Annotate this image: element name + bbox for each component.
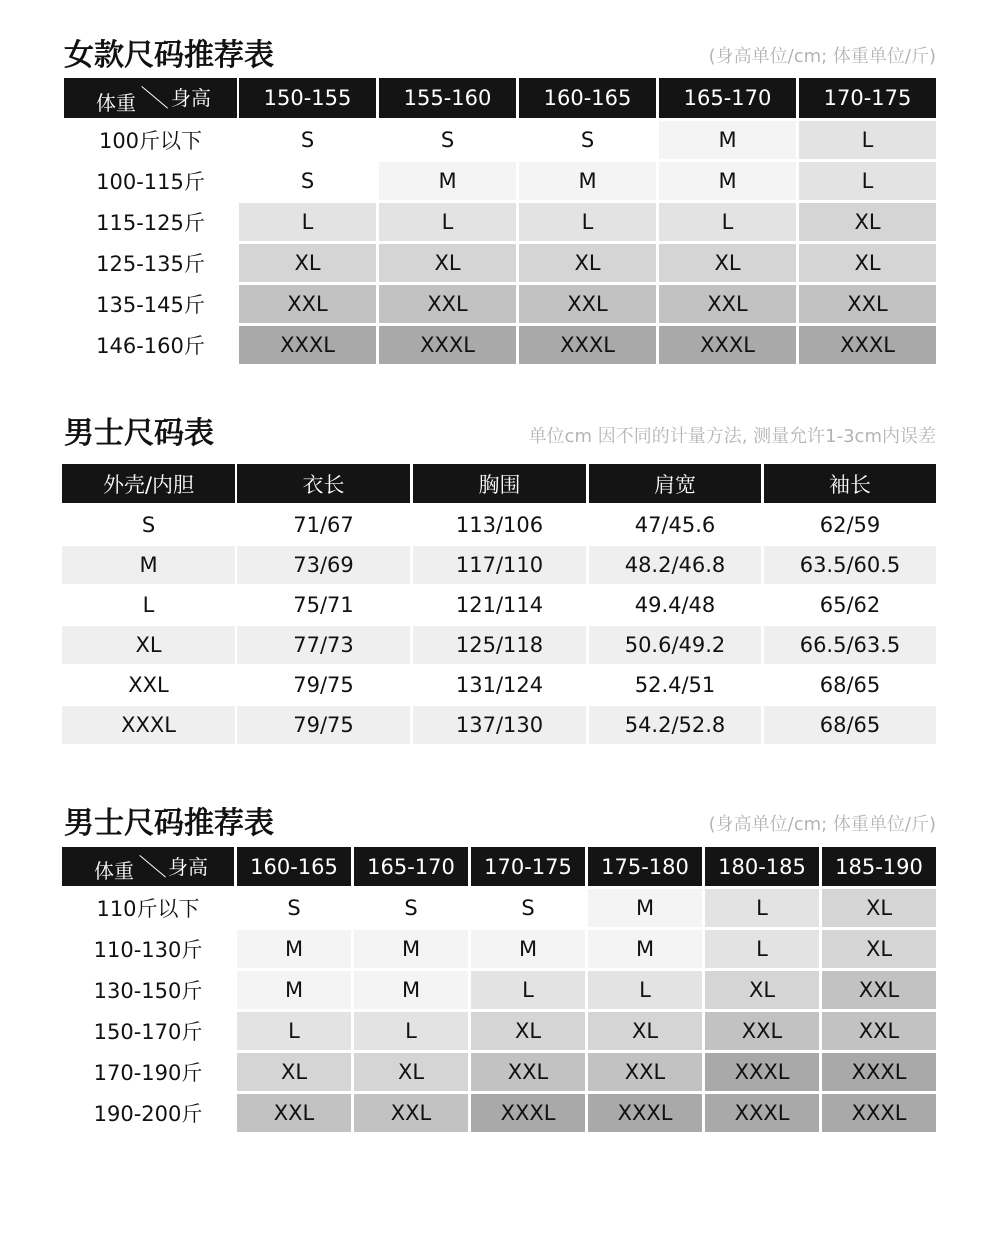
weight-row-label: 135-145斤 [96, 293, 205, 317]
measure-size-label: S [62, 506, 235, 544]
size-cell: S [519, 121, 656, 159]
size-cell: L [379, 203, 516, 241]
women-table-note: (身高单位/cm; 体重单位/斤) [708, 46, 936, 67]
measure-value-cell: 137/130 [413, 706, 586, 744]
measure-value-cell: 49.4/48 [589, 586, 761, 624]
size-cell: XXXL [379, 326, 516, 364]
measure-size-label: XL [62, 626, 235, 664]
measure-value-cell: 63.5/60.5 [764, 546, 936, 584]
measure-value-cell: 73/69 [237, 546, 410, 584]
height-header: 175-180 [588, 847, 702, 886]
size-cell: S [239, 162, 376, 200]
size-cell: XXXL [822, 1053, 936, 1091]
measure-column-header: 外壳/内胆 [62, 464, 235, 503]
measure-value-cell: 65/62 [764, 586, 936, 624]
size-cell: XL [659, 244, 796, 282]
corner-header [64, 78, 237, 118]
size-cell: XXL [822, 971, 936, 1009]
size-cell: XL [239, 244, 376, 282]
size-cell: XXXL [705, 1053, 819, 1091]
size-cell: XXL [822, 1012, 936, 1050]
height-header: 150-155 [239, 78, 376, 118]
height-header: 160-165 [237, 847, 351, 886]
size-cell: M [588, 930, 702, 968]
size-cell: XXXL [705, 1094, 819, 1132]
corner-weight-label: 体重 [94, 859, 134, 883]
size-cell: L [471, 971, 585, 1009]
size-cell: XL [519, 244, 656, 282]
size-cell: XXXL [822, 1094, 936, 1132]
height-header: 180-185 [705, 847, 819, 886]
size-cell: M [659, 162, 796, 200]
size-cell: XXL [379, 285, 516, 323]
size-cell: L [588, 971, 702, 1009]
size-cell: XL [471, 1012, 585, 1050]
measure-value-cell: 79/75 [237, 666, 410, 704]
measure-column-header: 衣长 [237, 464, 410, 503]
height-header: 170-175 [471, 847, 585, 886]
measure-value-cell: 75/71 [237, 586, 410, 624]
men-recommend-title: 男士尺码推荐表 [64, 806, 274, 841]
size-cell: S [379, 121, 516, 159]
size-cell: L [354, 1012, 468, 1050]
size-cell: XXL [705, 1012, 819, 1050]
measure-value-cell: 68/65 [764, 666, 936, 704]
weight-row-label: 100斤以下 [98, 129, 203, 153]
measure-size-label: M [62, 546, 235, 584]
size-cell: XXXL [471, 1094, 585, 1132]
measure-value-cell: 79/75 [237, 706, 410, 744]
size-cell: M [237, 971, 351, 1009]
height-header: 165-170 [354, 847, 468, 886]
size-cell: M [237, 930, 351, 968]
height-header: 185-190 [822, 847, 936, 886]
measure-value-cell: 52.4/51 [589, 666, 761, 704]
size-cell: L [705, 930, 819, 968]
size-cell: XXL [239, 285, 376, 323]
weight-row-label: 110-130斤 [93, 938, 203, 962]
corner-height-label: 身高 [171, 86, 211, 110]
measure-value-cell: 62/59 [764, 506, 936, 544]
men-measure-title: 男士尺码表 [64, 416, 214, 451]
size-cell: XXL [354, 1094, 468, 1132]
corner-header [62, 847, 234, 886]
size-cell: XL [237, 1053, 351, 1091]
size-cell: XXXL [588, 1094, 702, 1132]
measure-value-cell: 121/114 [413, 586, 586, 624]
size-cell: XXXL [799, 326, 936, 364]
weight-row-label: 110斤以下 [96, 897, 200, 921]
corner-divider [139, 855, 166, 878]
size-cell: S [239, 121, 376, 159]
size-cell: M [519, 162, 656, 200]
size-cell: XL [799, 203, 936, 241]
measure-value-cell: 131/124 [413, 666, 586, 704]
measure-value-cell: 77/73 [237, 626, 410, 664]
weight-row-label: 190-200斤 [93, 1102, 203, 1126]
corner-divider [141, 86, 168, 109]
measure-value-cell: 125/118 [413, 626, 586, 664]
size-cell: L [659, 203, 796, 241]
height-header: 155-160 [379, 78, 516, 118]
measure-size-label: XXXL [62, 706, 235, 744]
size-cell: XL [705, 971, 819, 1009]
size-cell: XXXL [239, 326, 376, 364]
height-header: 165-170 [659, 78, 796, 118]
measure-size-label: XXL [62, 666, 235, 704]
size-cell: M [659, 121, 796, 159]
size-cell: XL [354, 1053, 468, 1091]
size-cell: S [471, 889, 585, 927]
weight-row-label: 125-135斤 [96, 252, 205, 276]
weight-row-label: 146-160斤 [96, 334, 205, 358]
corner-weight-label: 体重 [96, 91, 136, 115]
measure-value-cell: 50.6/49.2 [589, 626, 761, 664]
size-cell: L [239, 203, 376, 241]
men-measure-note: 单位cm 因不同的计量方法, 测量允许1-3cm内误差 [528, 426, 936, 447]
size-cell: XXXL [519, 326, 656, 364]
measure-value-cell: 54.2/52.8 [589, 706, 761, 744]
men-recommend-note: (身高单位/cm; 体重单位/斤) [708, 814, 936, 835]
size-cell: M [354, 930, 468, 968]
size-cell: L [799, 162, 936, 200]
measure-value-cell: 66.5/63.5 [764, 626, 936, 664]
measure-column-header: 肩宽 [589, 464, 761, 503]
weight-row-label: 100-115斤 [96, 170, 205, 194]
size-cell: XXL [659, 285, 796, 323]
measure-value-cell: 48.2/46.8 [589, 546, 761, 584]
size-cell: XL [379, 244, 516, 282]
weight-row-label: 150-170斤 [93, 1020, 203, 1044]
size-cell: M [471, 930, 585, 968]
size-cell: L [237, 1012, 351, 1050]
size-cell: L [705, 889, 819, 927]
size-cell: XXL [237, 1094, 351, 1132]
size-cell: XL [822, 889, 936, 927]
size-cell: L [519, 203, 656, 241]
size-cell: S [237, 889, 351, 927]
size-cell: XXL [519, 285, 656, 323]
size-cell: S [354, 889, 468, 927]
measure-value-cell: 47/45.6 [589, 506, 761, 544]
size-cell: XXL [799, 285, 936, 323]
size-cell: L [799, 121, 936, 159]
women-table-title: 女款尺码推荐表 [64, 38, 274, 73]
measure-value-cell: 113/106 [413, 506, 586, 544]
weight-row-label: 170-190斤 [93, 1061, 203, 1085]
size-cell: XXL [588, 1053, 702, 1091]
size-cell: M [379, 162, 516, 200]
size-cell: XXL [471, 1053, 585, 1091]
size-cell: XL [822, 930, 936, 968]
measure-size-label: L [62, 586, 235, 624]
height-header: 160-165 [519, 78, 656, 118]
measure-column-header: 袖长 [764, 464, 936, 503]
size-cell: M [354, 971, 468, 1009]
weight-row-label: 130-150斤 [93, 979, 203, 1003]
size-cell: XL [799, 244, 936, 282]
measure-value-cell: 117/110 [413, 546, 586, 584]
measure-value-cell: 68/65 [764, 706, 936, 744]
height-header: 170-175 [799, 78, 936, 118]
size-cell: XL [588, 1012, 702, 1050]
weight-row-label: 115-125斤 [96, 211, 205, 235]
size-cell: XXXL [659, 326, 796, 364]
measure-column-header: 胸围 [413, 464, 586, 503]
size-cell: M [588, 889, 702, 927]
measure-value-cell: 71/67 [237, 506, 410, 544]
corner-height-label: 身高 [168, 855, 208, 879]
